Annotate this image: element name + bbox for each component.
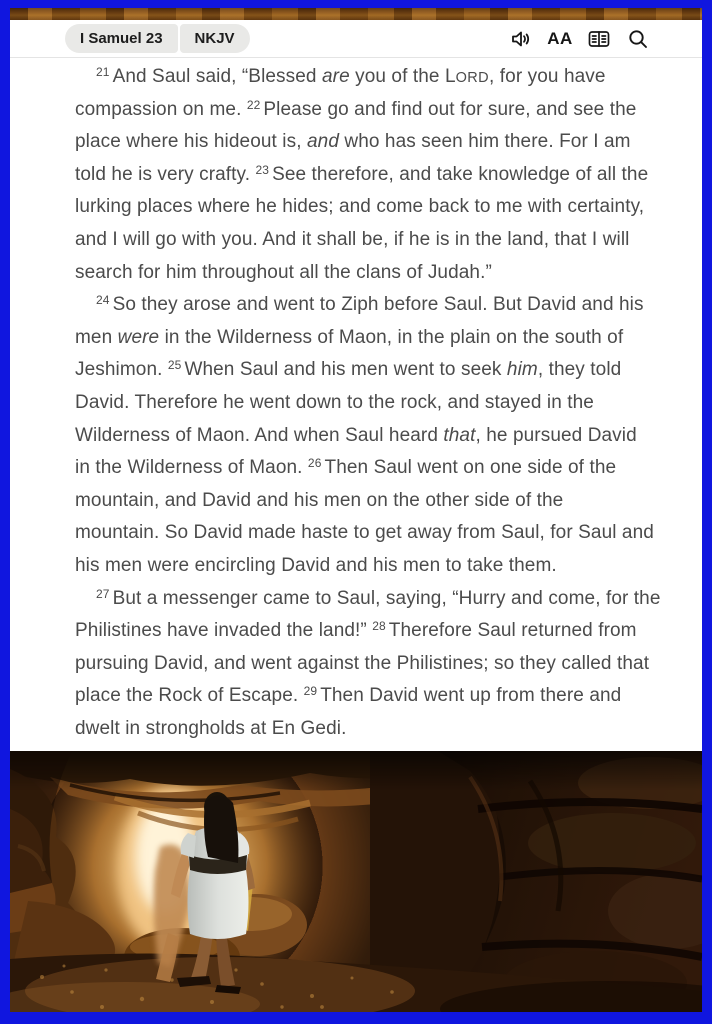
verse-line[interactable]: Wilderness of Maon. And when Saul heard that, he pursued David xyxy=(75,424,637,446)
app-window xyxy=(10,8,702,1012)
verse-line[interactable]: pursuing David, and went against the Philistines; so they called that xyxy=(75,652,650,674)
small-caps-word: ORD xyxy=(455,70,490,86)
reference-segmented-control xyxy=(65,24,250,53)
verse-line[interactable]: place where his hideout is, and who has seen him there. For I am xyxy=(75,131,631,153)
scripture-text xyxy=(10,58,702,751)
verse-number: 22 xyxy=(246,97,261,112)
search-button[interactable] xyxy=(626,26,650,52)
verse-line[interactable]: $^{24}$ So they arose and went to Ziph before Saul. But David and his xyxy=(96,293,644,316)
verse-line[interactable]: compassion on me. $^{22}$ Please go and find out for sure, and see the xyxy=(75,97,637,120)
verse-line[interactable]: search for him throughout all the clans of Judah.” xyxy=(75,261,492,283)
verse-line[interactable]: $^{21}$ And Saul said, “Blessed are you of the LORD, for you have xyxy=(96,65,606,87)
background-wood-strip xyxy=(10,8,702,20)
verse-number: 28 xyxy=(372,619,386,634)
verse-line[interactable]: Philistines have invaded the land!” $^{28}$ Therefore Saul returned from xyxy=(75,619,637,642)
reader-header xyxy=(10,20,702,58)
verse-line[interactable]: $^{27}$ But a messenger came to Saul, saying, “Hurry and come, for the xyxy=(96,586,661,609)
verse-line[interactable]: men were in the Wilderness of Maon, in the plain on the south of xyxy=(75,326,624,348)
verse-number: 21 xyxy=(96,65,110,79)
verse-line[interactable]: David. Therefore he went down to the rock, and stayed in the xyxy=(75,391,594,413)
verse-number: 25 xyxy=(167,358,182,373)
font-settings-button[interactable] xyxy=(548,26,572,52)
verse-number: 27 xyxy=(96,586,110,601)
verse-number: 23 xyxy=(255,162,270,177)
reader-toolbar xyxy=(509,26,650,52)
verse-line[interactable]: lurking places where he hides; and come back to me with certainty, xyxy=(75,196,645,218)
parallel-reading-button[interactable] xyxy=(587,26,611,52)
chapter-video-still[interactable] xyxy=(10,751,702,1012)
verse-number: 26 xyxy=(307,456,322,471)
verse-line[interactable]: in the Wilderness of Maon. $^{26}$ Then Saul went on one side of the xyxy=(75,456,617,479)
book-chapter-selector[interactable]: I Samuel 23 xyxy=(65,24,178,53)
verse-number: 29 xyxy=(303,684,318,699)
verse-line[interactable]: place the Rock of Escape. $^{29}$ Then David went up from there and xyxy=(75,684,622,707)
italic-word: were xyxy=(117,326,160,348)
italic-word: and xyxy=(307,131,340,153)
audio-button[interactable] xyxy=(509,26,533,52)
verse-line[interactable]: his men were encircling David and his men to take them. xyxy=(75,554,557,576)
verse-number: 24 xyxy=(96,293,110,308)
italic-word: that xyxy=(443,424,476,446)
translation-selector[interactable]: NKJV xyxy=(180,24,250,53)
verse-line[interactable]: dwelt in strongholds at En Gedi. xyxy=(75,717,347,739)
italic-word: are xyxy=(321,66,350,87)
verse-line[interactable]: mountain, and David and his men on the other side of the xyxy=(75,489,564,511)
parallel-reading-icon xyxy=(587,27,611,51)
cave-scene-illustration xyxy=(10,751,702,1012)
italic-word: him xyxy=(506,359,538,381)
font-size-icon: AA xyxy=(547,28,573,48)
audio-icon xyxy=(509,27,533,51)
verse-line[interactable]: mountain. So David made haste to get away from Saul, for Saul and xyxy=(75,522,654,544)
verse-line[interactable]: told he is very crafty. $^{23}$ See therefore, and take knowledge of all the xyxy=(75,162,649,185)
search-icon xyxy=(626,27,650,51)
verse-line[interactable]: Jeshimon. $^{25}$ When Saul and his men went to seek him, they told xyxy=(75,358,622,381)
verse-line[interactable]: and I will go with you. And it shall be, if he is in the land, that I will xyxy=(75,228,630,250)
